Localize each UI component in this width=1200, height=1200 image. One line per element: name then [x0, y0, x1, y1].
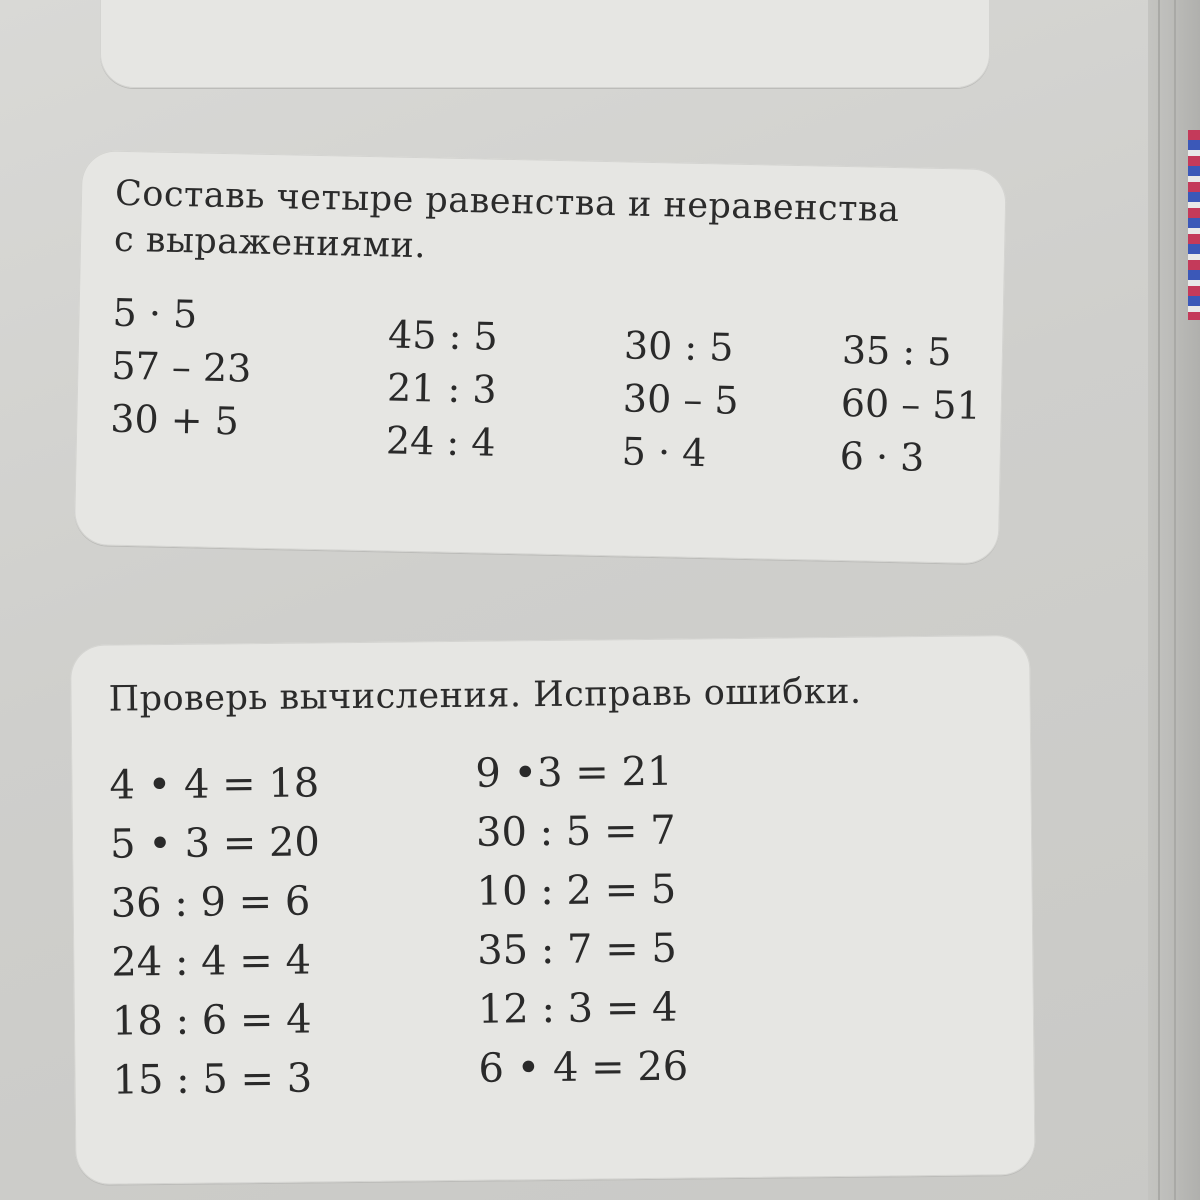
page-edge [1148, 0, 1200, 1200]
equation: 30 : 5 = 7 [475, 807, 676, 856]
expression: 30 + 5 [109, 396, 240, 444]
task-title-line: Составь четыре равенства и неравенства [114, 173, 900, 231]
previous-task-card [100, 0, 990, 88]
expression: 45 : 5 [387, 312, 499, 359]
equation-column [475, 743, 688, 1099]
equation: 6 • 4 = 26 [478, 1043, 689, 1092]
page-edge-line [1158, 0, 1160, 1200]
expression: 24 : 4 [385, 418, 496, 465]
expression: 30 – 5 [622, 376, 740, 423]
expression: 6 · 3 [839, 433, 925, 480]
task-title: Проверь вычисления. Исправь ошибки. [108, 671, 862, 720]
task-card-compose-equalities [74, 150, 1007, 564]
equation: 4 • 4 = 18 [109, 760, 320, 809]
expression-column [110, 287, 253, 449]
expression-column [621, 319, 740, 480]
expression: 60 – 51 [840, 380, 982, 428]
expression-column [839, 324, 982, 486]
equation: 36 : 9 = 6 [110, 878, 311, 927]
equation: 9 •3 = 21 [475, 748, 673, 797]
equation: 35 : 7 = 5 [476, 925, 678, 974]
expression: 30 : 5 [623, 323, 734, 370]
expression-column [385, 308, 498, 469]
equation: 24 : 4 = 4 [111, 937, 312, 986]
equation: 18 : 6 = 4 [111, 996, 312, 1045]
task-title [114, 171, 900, 279]
expression: 35 : 5 [841, 327, 952, 375]
page-edge-line [1174, 0, 1176, 1200]
equation: 5 • 3 = 20 [109, 819, 321, 868]
expression: 5 · 4 [621, 429, 707, 476]
task-title-line: с выражениями. [113, 219, 427, 267]
expression: 21 : 3 [386, 365, 498, 412]
expression: 5 · 5 [112, 290, 198, 337]
equation: 15 : 5 = 3 [112, 1055, 313, 1104]
equation: 10 : 2 = 5 [476, 866, 677, 915]
equation: 12 : 3 = 4 [477, 984, 678, 1033]
equation-column [109, 754, 322, 1110]
bookmark-strip [1188, 130, 1200, 320]
expression: 57 – 23 [111, 343, 252, 391]
task-card-check-calculations [70, 635, 1036, 1185]
